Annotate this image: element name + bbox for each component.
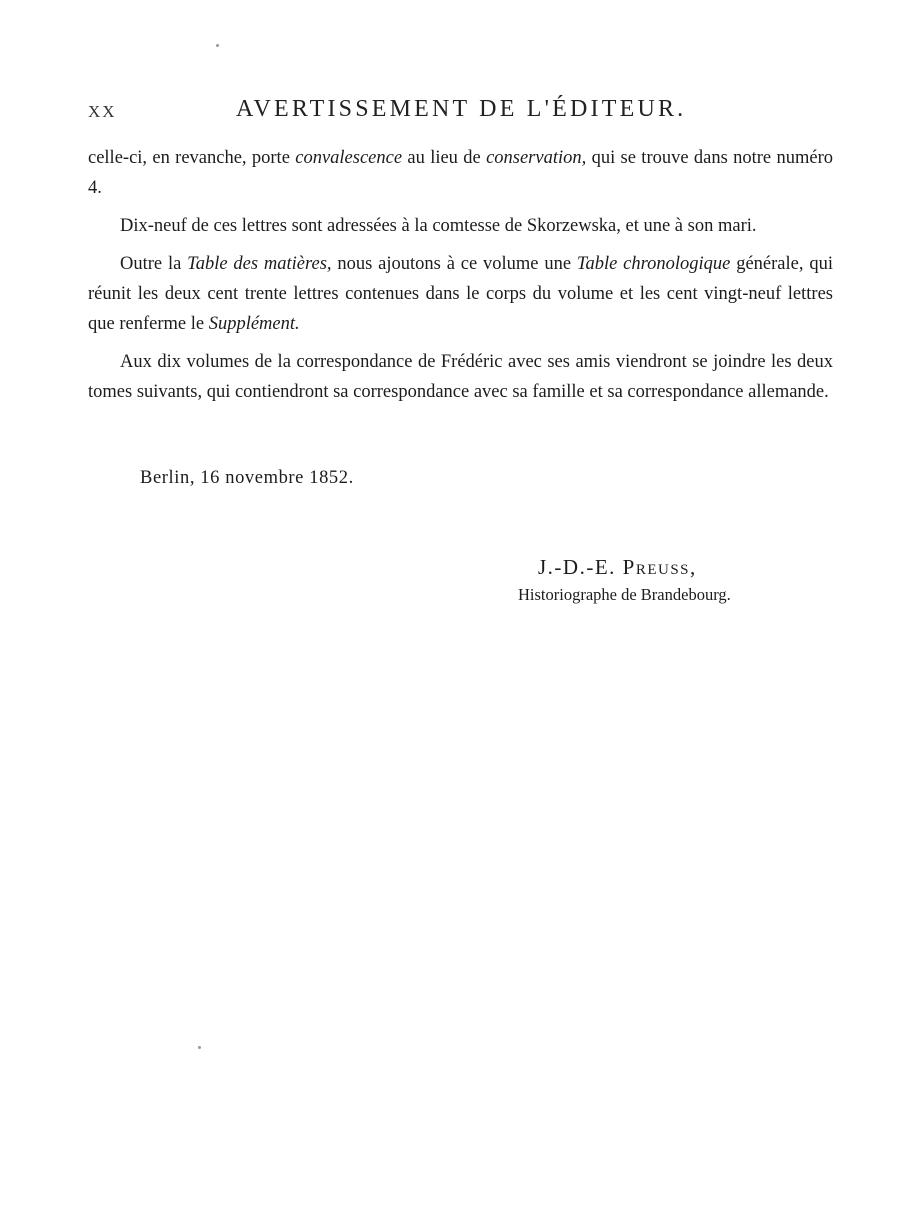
running-title: AVERTISSEMENT DE L'ÉDITEUR. <box>236 96 687 122</box>
paragraph-3-text-a: Outre la <box>120 254 188 274</box>
signature-role: Historiographe de Brandebourg. <box>518 585 731 604</box>
paragraph-1-italic-a: convalescence <box>295 148 403 168</box>
scan-speck <box>216 44 219 47</box>
running-head <box>88 96 833 132</box>
paragraph-1-italic-b: conservation, <box>486 148 587 168</box>
body-text <box>88 143 833 415</box>
paragraph-3 <box>88 249 833 339</box>
paragraph-1-text-c: qui se trouve dans notre numéro 4. <box>88 148 833 198</box>
paragraph-4-text: Aux dix volumes de la correspondance de Frédéric avec ses amis viendront se joindre les deux tomes suivants, qui contiendront sa correspondance avec sa famille et sa correspondance allemande. <box>88 352 833 402</box>
paragraph-1-text-a: celle-ci, en revanche, porte <box>88 148 296 168</box>
signature-name: J.-D.-E. Preuss, <box>538 555 697 579</box>
paragraph-3-text-b: nous ajoutons à ce volume une <box>331 254 577 274</box>
paragraph-2 <box>88 211 833 241</box>
page-number: XX <box>88 102 117 121</box>
scan-speck <box>198 1046 201 1049</box>
paragraph-4 <box>88 347 833 407</box>
paragraph-1 <box>88 143 833 203</box>
paragraph-1-text-b: au lieu de <box>402 148 487 168</box>
paragraph-3-text-c: générale, qui réunit les deux cent trente lettres contenues dans le corps du volume et les cent vingt-neuf lettres que renferme le <box>88 254 833 334</box>
paragraph-2-text: Dix-neuf de ces lettres sont adressées à la comtesse de Skorzewska, et une à son mari. <box>120 216 757 236</box>
paragraph-3-italic-c: Supplément. <box>208 314 300 334</box>
dateline: Berlin, 16 novembre 1852. <box>140 468 354 488</box>
paragraph-3-italic-a: Table des matières, <box>187 254 332 274</box>
paragraph-3-italic-b: Table chronologique <box>576 254 731 274</box>
